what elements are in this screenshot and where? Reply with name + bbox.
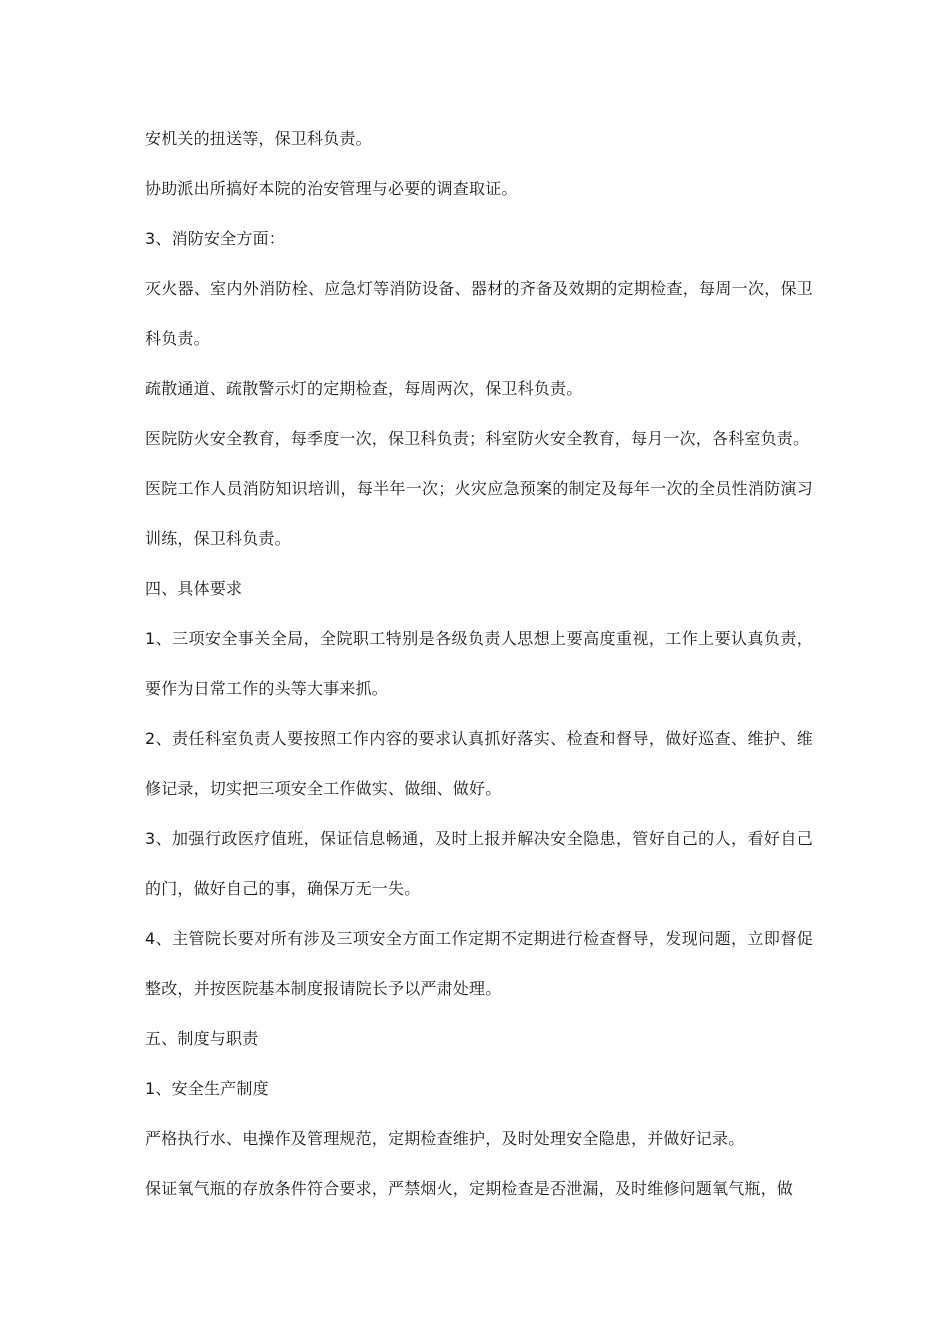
paragraph: 3、加强行政医疗值班，保证信息畅通，及时上报并解决安全隐患，管好自己的人，看好自己的门，做好自己的事，确保万无一失。 (145, 829, 813, 898)
section-heading: 四、具体要求 (145, 579, 243, 598)
paragraph: 2、责任科室负责人要按照工作内容的要求认真抓好落实、检查和督导，做好巡查、维护、维修记录，切实把三项安全工作做实、做细、做好。 (145, 729, 813, 798)
subsection-heading: 1、安全生产制度 (145, 1079, 269, 1098)
section-heading: 五、制度与职责 (145, 1029, 259, 1048)
paragraph: 灭火器、室内外消防栓、应急灯等消防设备、器材的齐备及效期的定期检查，每周一次，保卫科负责。 (145, 279, 813, 348)
section-heading: 3、消防安全方面： (145, 229, 285, 248)
paragraph: 疏散通道、疏散警示灯的定期检查，每周两次，保卫科负责。 (145, 379, 583, 398)
document-body (145, 114, 813, 1214)
paragraph: 医院防火安全教育，每季度一次，保卫科负责；科室防火安全教育，每月一次，各科室负责。 (145, 429, 810, 448)
paragraph: 医院工作人员消防知识培训，每半年一次；火灾应急预案的制定及每年一次的全员性消防演习训练，保卫科负责。 (145, 479, 813, 548)
paragraph: 1、三项安全事关全局，全院职工特别是各级负责人思想上要高度重视，工作上要认真负责，要作为日常工作的头等大事来抓。 (145, 629, 813, 698)
paragraph: 安机关的扭送等，保卫科负责。 (145, 129, 372, 148)
paragraph: 协助派出所搞好本院的治安管理与必要的调查取证。 (145, 179, 518, 198)
paragraph: 4、主管院长要对所有涉及三项安全方面工作定期不定期进行检查督导，发现问题，立即督促整改，并按医院基本制度报请院长予以严肃处理。 (145, 929, 813, 998)
paragraph: 严格执行水、电操作及管理规范，定期检查维护，及时处理安全隐患，并做好记录。 (145, 1129, 745, 1148)
paragraph: 保证氧气瓶的存放条件符合要求，严禁烟火，定期检查是否泄漏，及时维修问题氧气瓶，做 (145, 1179, 794, 1198)
